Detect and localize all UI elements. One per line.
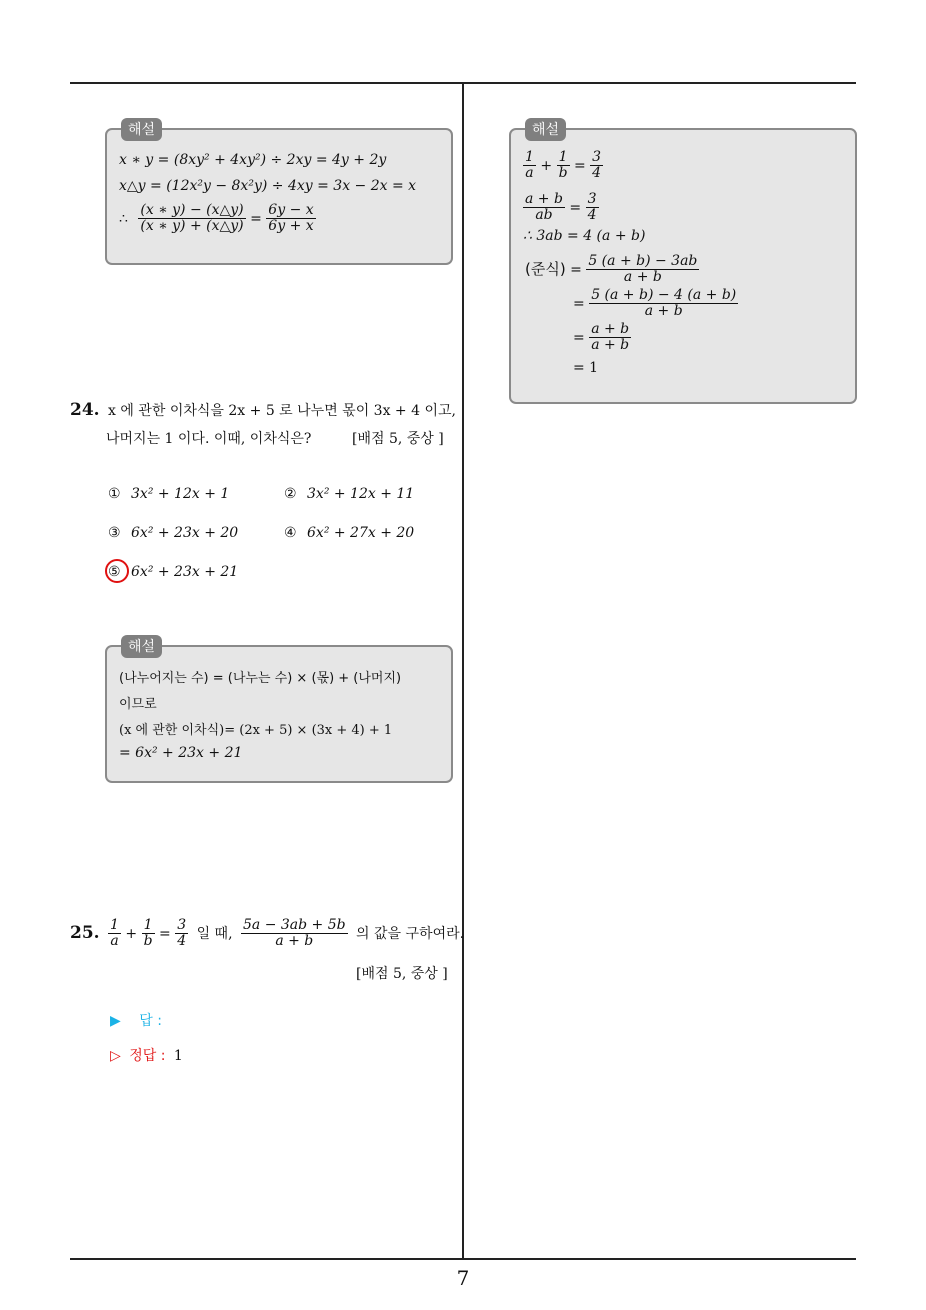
- question-24-line-1: [70, 400, 456, 420]
- solution-line: ∴ 3ab = 4 (a + b): [523, 228, 646, 244]
- denominator: b: [558, 165, 568, 182]
- solution-line: (나누어지는 수) = (나누는 수) × (몫) + (나머지): [119, 671, 402, 686]
- given-expression-label: (준식): [525, 259, 566, 278]
- fraction: [266, 203, 315, 235]
- denominator: a + b: [623, 269, 662, 286]
- choice-2[interactable]: [284, 486, 414, 502]
- solution-tag: 해설: [121, 118, 162, 141]
- question-text: 의 값을 구하여라.: [356, 925, 465, 942]
- answer-label: 답 :: [139, 1013, 162, 1029]
- denominator: 4: [177, 933, 187, 950]
- equals: =: [573, 295, 585, 312]
- solution-line: x△y = (12x²y − 8x²y) ÷ 4xy = 3x − 2x = x: [119, 178, 417, 194]
- equals: =: [250, 210, 262, 227]
- numerator: 1: [110, 917, 119, 933]
- numerator: 5 (a + b) − 4 (a + b): [591, 287, 737, 303]
- fraction: [523, 150, 536, 182]
- numerator: 1: [525, 149, 534, 165]
- choice-mark: ③: [108, 525, 121, 541]
- solution-line: [525, 254, 699, 286]
- fraction: [108, 918, 121, 950]
- numerator: 5a − 3ab + 5b: [242, 917, 346, 933]
- choice-text: 6x² + 27x + 20: [307, 525, 415, 541]
- correct-answer-label: 정답 :: [129, 1048, 166, 1064]
- equals: =: [570, 261, 582, 278]
- solution-line: (x 에 관한 이차식)= (2x + 5) × (3x + 4) + 1: [119, 723, 393, 738]
- numerator: (x ∗ y) − (x△y): [140, 202, 244, 218]
- solution-tag: 해설: [525, 118, 566, 141]
- solution-line: [523, 192, 599, 224]
- choice-text: 3x² + 12x + 11: [307, 486, 415, 502]
- choice-mark: ①: [108, 486, 121, 502]
- numerator: 1: [557, 150, 570, 166]
- fraction: [175, 918, 188, 950]
- denominator: a + b: [591, 337, 630, 354]
- denominator: a: [110, 933, 119, 950]
- denominator: 4: [587, 207, 597, 224]
- equals: =: [573, 157, 586, 174]
- equals: =: [569, 199, 582, 216]
- answer-input-row[interactable]: [110, 1010, 162, 1030]
- question-24-meta: [배점 5, 중상 ]: [352, 431, 444, 447]
- therefore-symbol: ∴: [119, 210, 128, 227]
- denominator: 4: [592, 165, 602, 182]
- choice-text: 6x² + 23x + 21: [131, 564, 239, 580]
- denominator: 6y + x: [268, 218, 314, 235]
- fraction: [142, 918, 155, 950]
- question-number: 25.: [70, 922, 100, 943]
- solution-line: [573, 288, 738, 320]
- plus: +: [125, 925, 138, 942]
- question-24-line-2: 나머지는 1 이다. 이때, 이차식은?: [106, 431, 312, 447]
- solution-tag: 해설: [121, 635, 162, 658]
- column-divider: [462, 82, 464, 1259]
- denominator: a: [525, 165, 534, 182]
- choice-4[interactable]: [284, 525, 414, 541]
- solution-box-25: [509, 122, 857, 404]
- fraction: [590, 150, 603, 182]
- solution-box-24: [105, 639, 453, 783]
- solution-line: x ∗ y = (8xy² + 4xy²) ÷ 2xy = 4y + 2y: [119, 152, 387, 168]
- numerator: a + b: [525, 191, 563, 207]
- question-25-meta: [배점 5, 중상 ]: [356, 966, 448, 982]
- solution-line: [523, 150, 603, 182]
- correct-answer-value: 1: [173, 1048, 183, 1064]
- choice-text: 3x² + 12x + 1: [131, 486, 230, 502]
- choice-3[interactable]: [108, 525, 238, 541]
- numerator: a + b: [591, 321, 630, 337]
- equals: =: [573, 329, 585, 346]
- choice-text: 6x² + 23x + 20: [131, 525, 239, 541]
- numerator: 5 (a + b) − 3ab: [588, 253, 698, 269]
- choice-mark: ②: [284, 486, 297, 502]
- numerator: 1: [142, 918, 155, 934]
- question-text: 일 때,: [196, 925, 233, 942]
- fraction: [589, 288, 738, 320]
- solution-fraction-line: [119, 203, 316, 235]
- numerator: 3: [592, 149, 602, 165]
- fraction: [138, 203, 245, 235]
- bottom-rule: [70, 1258, 856, 1260]
- denominator: a + b: [275, 933, 314, 950]
- denominator: b: [143, 933, 153, 950]
- choice-mark: ④: [284, 525, 297, 541]
- denominator: a + b: [644, 303, 683, 320]
- choice-1[interactable]: [108, 486, 229, 502]
- play-icon: ▶: [110, 1013, 121, 1029]
- numerator: 6y − x: [268, 202, 314, 218]
- solution-line: = 6x² + 23x + 21: [119, 745, 243, 761]
- plus: +: [540, 157, 553, 174]
- question-text: x 에 관한 이차식을 2x + 5 로 나누면 몫이 3x + 4 이고,: [108, 403, 456, 419]
- fraction: [523, 192, 565, 224]
- solution-result: = 1: [573, 360, 599, 376]
- fraction: [586, 192, 599, 224]
- denominator: (x ∗ y) + (x△y): [140, 218, 244, 235]
- question-number: 24.: [70, 400, 100, 420]
- fraction: [241, 918, 348, 950]
- equals: =: [159, 925, 171, 942]
- solution-line: [573, 322, 631, 354]
- denominator: ab: [535, 207, 553, 224]
- choice-mark: ⑤: [108, 564, 121, 580]
- page-number: 7: [456, 1266, 470, 1290]
- correct-answer-row: [110, 1045, 183, 1065]
- question-25-line-1: [70, 918, 464, 950]
- correct-answer-circle: [105, 559, 129, 583]
- fraction: [589, 322, 631, 354]
- fraction: [586, 254, 699, 286]
- solution-line: 이므로: [119, 697, 157, 712]
- numerator: 3: [587, 191, 597, 207]
- solution-box-23: [105, 122, 453, 265]
- numerator: 3: [177, 917, 187, 933]
- outline-play-icon: ▷: [110, 1048, 121, 1064]
- fraction: [557, 150, 570, 182]
